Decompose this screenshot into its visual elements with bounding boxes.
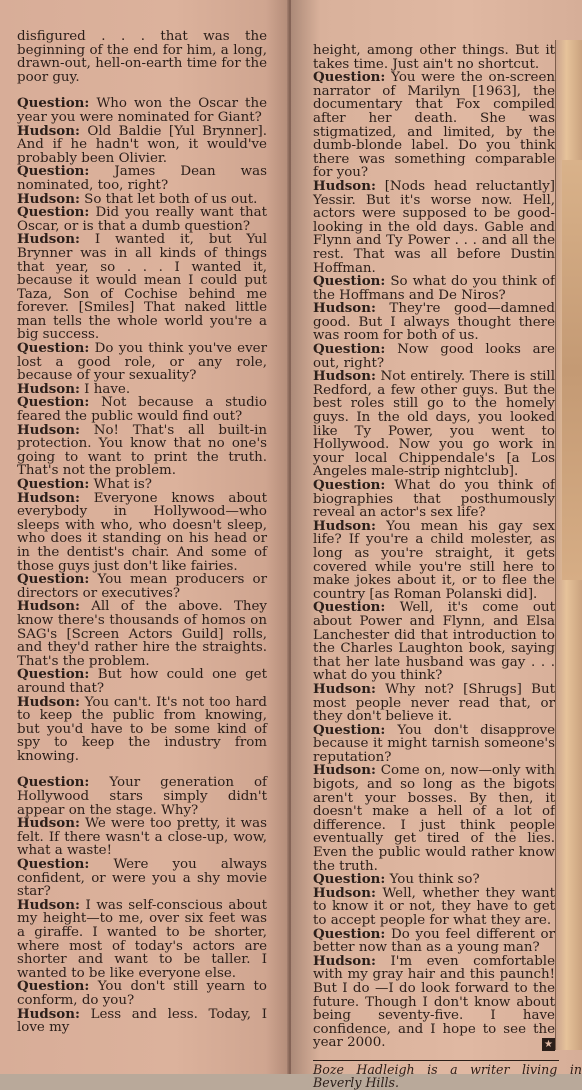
- question-speaker: Question:: [17, 394, 90, 411]
- hudson-speaker: Hudson:: [17, 1005, 80, 1022]
- continued-text: [313, 44, 555, 71]
- question-paragraph: [17, 776, 267, 817]
- paragraph-text: I'm even comfortable with my gray hair and this paunch! But I do —I do look forward to the future. Though I don't know about being seventy-five. I have confidence, and I hope to see the year 2000.: [313, 953, 555, 1051]
- paragraph-text: Not because a studio feared the public would find out?: [17, 395, 267, 425]
- hudson-speaker: Hudson:: [17, 421, 80, 438]
- answer-paragraph: [17, 421, 267, 479]
- answer-paragraph: [313, 764, 555, 873]
- paragraph-text: Did you really want that Oscar, or is that a dumb question?: [17, 205, 267, 234]
- paragraph-text: I was self-conscious about my height—to me, over six feet was a giraffe. I wanted to be shorter, where most of today's actors are shorter and want to be taller. I wanted to be like everyone else.: [17, 897, 267, 981]
- paragraph-text: Your generation of Hollywood stars simply didn't appear on the stage. Why?: [17, 775, 267, 818]
- paragraph-text: Who won the Oscar the year you were nominated for Giant?: [17, 96, 267, 125]
- hudson-speaker: Hudson:: [17, 598, 80, 615]
- question-speaker: Question:: [17, 476, 90, 492]
- hudson-speaker: Hudson:: [313, 300, 376, 317]
- question-paragraph: [17, 668, 267, 695]
- question-speaker: Question:: [17, 95, 90, 112]
- question-paragraph: [313, 479, 555, 520]
- answer-paragraph: [313, 952, 555, 1051]
- question-speaker: Question:: [313, 477, 386, 493]
- question-speaker: Question:: [313, 721, 386, 738]
- hudson-speaker: Hudson:: [17, 380, 80, 397]
- question-speaker: Question:: [17, 340, 90, 357]
- question-speaker: Question:: [17, 204, 90, 221]
- answer-paragraph: [313, 884, 555, 928]
- hudson-speaker: Hudson:: [313, 680, 376, 697]
- paragraph-text: But how could one get around that?: [17, 667, 267, 696]
- question-paragraph: [313, 275, 555, 302]
- answer-paragraph: [17, 817, 267, 858]
- paragraph-text: Old Baldie [Yul Brynner]. And if he hadn't won, it would've probably been Olivier.: [17, 123, 268, 166]
- bio-divider: [313, 1060, 559, 1061]
- next-page-edge: [555, 40, 582, 1050]
- hudson-speaker: Hudson:: [17, 190, 80, 207]
- question-speaker: Question:: [313, 273, 386, 290]
- paragraph-text: I wanted it, but Yul Brynner was in all kinds of things that year, so . . . I wanted it, because it would mean I could put Taza, Son of Cochise behind me forever. [Smiles] That naked little man tells the whole world you're a big success.: [17, 232, 268, 343]
- question-paragraph: [17, 165, 267, 192]
- paragraph-text: We were too pretty, it was felt. If there wasn't a close-up, wow, what a waste!: [17, 816, 267, 859]
- paragraph-text: What do you think of biographies that posthumously reveal an actor's sex life?: [313, 478, 555, 521]
- hudson-speaker: Hudson:: [17, 231, 80, 248]
- question-paragraph: [17, 396, 267, 423]
- answer-paragraph: [17, 600, 267, 668]
- hudson-speaker: Hudson:: [313, 884, 376, 901]
- hudson-speaker: Hudson:: [313, 517, 376, 534]
- answer-paragraph: [17, 693, 267, 764]
- paragraph-text: You don't still yearn to conform, do you?: [17, 979, 267, 1008]
- question-paragraph: [17, 858, 267, 899]
- left-text-column: [17, 30, 267, 1035]
- paragraph-text: All of the above. They know there's thousands of homos on SAG's [Screen Actors Guild] rolls, and they'd rather hire the straights. That's the problem.: [17, 599, 267, 669]
- paragraph-text: Well, whether they want to know it or not, they have to get to accept people for what they are.: [313, 885, 555, 928]
- paragraph-text: You mean producers or directors or executives?: [17, 572, 267, 601]
- question-paragraph: [17, 342, 267, 383]
- question-paragraph: [313, 601, 555, 683]
- question-speaker: Question:: [313, 599, 386, 616]
- paragraph-text: Were you always confident, or were you a shy movie star?: [17, 857, 267, 900]
- paragraph-text: So that let both of us out.: [84, 191, 258, 207]
- question-speaker: Question:: [17, 774, 90, 791]
- question-paragraph: [313, 925, 555, 956]
- paragraph-text: Well, it's come out about Power and Flynn, and Elsa Lanchester did that introduction to the Charles Laughton book, saying that her late husband was gay . . . what do you think?: [313, 600, 556, 684]
- question-paragraph: [17, 206, 267, 233]
- question-paragraph: [17, 97, 267, 124]
- right-page: [291, 0, 582, 1090]
- answer-paragraph: [17, 233, 267, 342]
- paragraph-text: You think so?: [389, 872, 480, 888]
- paragraph-text: They're good—damned good. But I always thought there was room for both of us.: [313, 301, 555, 344]
- question-speaker: Question:: [17, 571, 90, 588]
- paragraph-text: Not entirely. There is still Redford, a few other guys. But the best roles still go to the homely guys. In the old days, you looked like Ty Power, you went to Hollywood. Now you go work in your local Chippendale's [a Los Angeles male-strip nightclub].: [313, 369, 555, 480]
- right-text-column: [313, 44, 555, 1050]
- question-speaker: Question:: [313, 925, 386, 942]
- paragraph-text: James Dean was nominated, too, right?: [17, 164, 267, 193]
- question-speaker: Question:: [17, 978, 90, 995]
- paragraph-text: Everyone knows about everybody in Hollywood—who sleeps with who, who doesn't sleep, who does it standing on his head or in the dentist's chair. And some of those guys just don't like fairies.: [17, 490, 267, 574]
- paragraph-text: Why not? [Shrugs] But most people never read that, or they don't believe it.: [313, 681, 556, 725]
- paragraph-text: Do you feel different or better now than as a young man?: [313, 926, 555, 956]
- paragraph-text: Less and less. Today, I love my: [17, 1006, 267, 1036]
- question-speaker: Question:: [17, 856, 90, 873]
- paragraph-text: height, among other things. But it takes time. Just ain't no shortcut.: [313, 43, 555, 72]
- hudson-speaker: Hudson:: [17, 489, 80, 506]
- hudson-speaker: Hudson:: [313, 762, 376, 779]
- paragraph-text: Come on, now—only with bigots, and so long as the bigots aren't your bosses. By then, it doesn't make a hell of a lot of difference. I just think people eventually get tired of the lies. Even the public would rather know the truth.: [313, 763, 555, 874]
- paragraph-text: You don't disapprove because it might tarnish someone's reputation?: [313, 722, 555, 765]
- paragraph-text: You can't. It's not too hard to keep the public from knowing, but you'd have to be some kind of spy to keep the industry from knowing.: [17, 694, 267, 764]
- hudson-speaker: Hudson:: [17, 896, 80, 913]
- answer-paragraph: [17, 1005, 267, 1036]
- paragraph-text: Do you think you've ever lost a good role, or any role, because of your sexuality?: [17, 341, 268, 384]
- question-speaker: Question:: [17, 666, 90, 683]
- question-speaker: Question:: [313, 341, 386, 358]
- paragraph-text: Now good looks are out, right?: [313, 342, 555, 371]
- answer-paragraph: [313, 517, 555, 602]
- paragraph-text: disfigured . . . that was the beginning of the end for him, a long, drawn-out, hell-on-earth time for the poor guy.: [17, 29, 267, 85]
- question-speaker: Question:: [313, 69, 386, 86]
- question-speaker: Question:: [17, 163, 90, 180]
- paragraph-text: You mean his gay sex life? If you're a child molester, as long as you're straight, it gets covered while you're still here to make jokes about it, or to flee the country [as Roman Polanski did].: [313, 518, 555, 602]
- answer-paragraph: [313, 370, 555, 479]
- question-speaker: Question:: [313, 871, 386, 888]
- answer-paragraph: [17, 122, 268, 166]
- answer-paragraph: [17, 489, 267, 574]
- continued-text: [17, 30, 267, 84]
- question-paragraph: [313, 721, 555, 765]
- left-page: [0, 0, 289, 1074]
- paragraph-text: What is?: [93, 477, 152, 492]
- question-paragraph: [17, 573, 267, 600]
- paragraph-text: You were the on-screen narrator of Marilyn [1963], the documentary that Fox compiled after her death. She was stigmatized, and limited, by the dumb-blonde label. Do you think there was something comparable for you?: [313, 70, 555, 181]
- answer-paragraph: [313, 302, 555, 343]
- paragraph-text: [Nods head reluctantly] Yessir. But it's worse now. Hell, actors were supposed to be good-looking in the old days. Gable and Flynn and Ty Power . . . and all the rest. That was all before Dustin Hoffman.: [313, 178, 555, 276]
- paragraph-text: No! That's all built-in protection. You know that no one's going to want to print the truth. That's not the problem.: [17, 422, 267, 479]
- answer-paragraph: [17, 896, 267, 981]
- author-bio: Boze Hadleigh is a writer living in Beverly Hills.: [313, 1061, 582, 1090]
- paragraph-text: So what do you think of the Hoffmans and De Niros?: [313, 274, 555, 303]
- question-paragraph: [17, 980, 267, 1007]
- hudson-speaker: Hudson:: [17, 122, 80, 139]
- end-mark-star-icon: ★: [542, 1038, 555, 1051]
- question-paragraph: [313, 71, 555, 180]
- hudson-speaker: Hudson:: [313, 368, 376, 385]
- hudson-speaker: Hudson:: [17, 815, 80, 832]
- answer-paragraph: [313, 177, 555, 276]
- hudson-speaker: Hudson:: [17, 693, 80, 710]
- paragraph-text: I have.: [84, 381, 131, 397]
- hudson-speaker: Hudson:: [313, 177, 376, 194]
- question-paragraph: [313, 343, 555, 370]
- hudson-speaker: Hudson:: [313, 952, 376, 969]
- answer-paragraph: [313, 680, 556, 725]
